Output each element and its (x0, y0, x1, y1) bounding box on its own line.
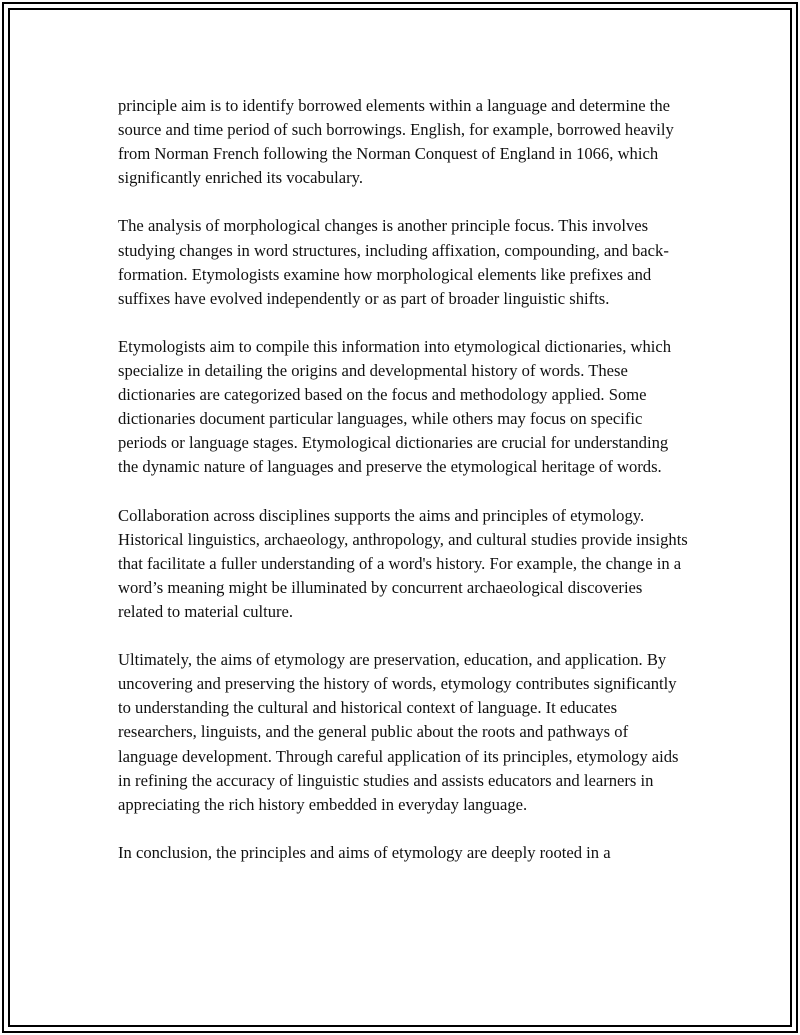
paragraph-aims: Ultimately, the aims of etymology are preservation, education, and application. By uncovering and preserving the history of words, etymology contributes significantly to understanding the cultural and historical context of language. It educates researchers, linguists, and the general public about the roots and pathways of language development. Through careful application of its principles, etymology aids in refining the accuracy of linguistic studies and assists educators and learners in appreciating the rich history embedded in everyday language. (118, 650, 679, 814)
paragraph-collaboration: Collaboration across disciplines supports the aims and principles of etymology. Historical linguistics, archaeology, anthropology, and cultural studies provide insights that facilitate a fuller understanding of a word's history. For example, the change in a word’s meaning might be illuminated by concurrent archaeological discoveries related to material culture. (118, 505, 688, 621)
paragraph-morphological-changes: The analysis of morphological changes is another principle focus. This involves studying changes in word structures, including affixation, compounding, and back-formation. Etymologists examine how morphological elements like prefixes and suffixes have evolved independently or as part of broader linguistic shifts. (118, 216, 669, 308)
paragraph-borrowings: principle aim is to identify borrowed elements within a language and determine the source and time period of such borrowings. English, for example, borrowed heavily from Norman French following the Norman Conquest of England in 1066, which significantly enriched its vocabulary. (118, 96, 674, 188)
paragraph-conclusion: In conclusion, the principles and aims of etymology are deeply rooted in a (118, 842, 611, 862)
document-body (118, 94, 690, 889)
paragraph-etymological-dictionaries: Etymologists aim to compile this information into etymological dictionaries, which specialize in detailing the origins and developmental history of words. These dictionaries are categorized based on the focus and methodology applied. Some dictionaries document particular languages, while others may focus on specific periods or language stages. Etymological dictionaries are crucial for understanding the dynamic nature of languages and preserve the etymological heritage of words. (118, 336, 672, 477)
